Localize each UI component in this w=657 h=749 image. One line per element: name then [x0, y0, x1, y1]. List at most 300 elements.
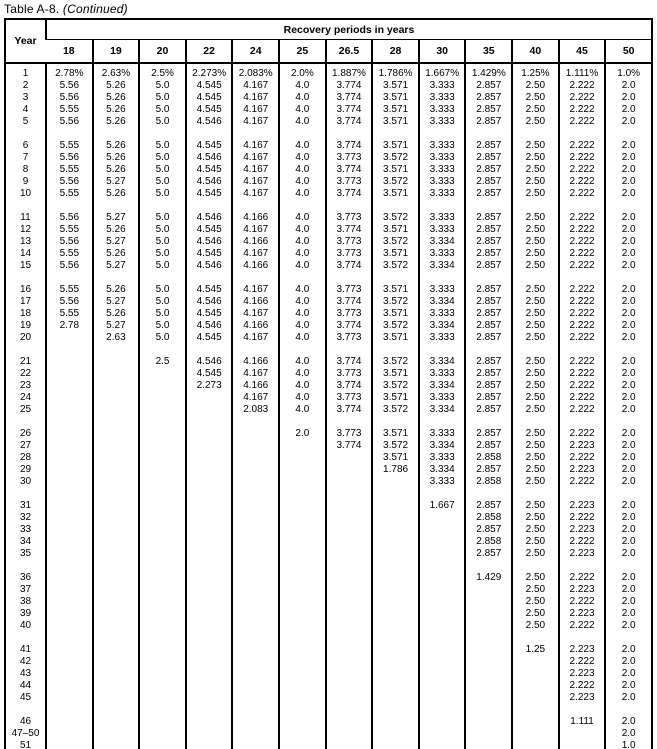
value-cell-20yr: [139, 512, 186, 524]
value-cell-24yr: [232, 572, 279, 584]
year-cell: 23: [19, 380, 32, 391]
value-cell-22yr: 4.545: [186, 224, 233, 236]
value-cell-45yr: 2.223: [559, 464, 606, 476]
value-cell-24yr: [232, 728, 279, 740]
year-column-header: Year: [5, 19, 46, 63]
value-cell-40yr: 2.50: [512, 392, 559, 404]
year-cell: 45: [19, 692, 32, 703]
value-cell-25yr: 4.0: [279, 332, 326, 344]
table-row-year-35: [5, 548, 652, 560]
table-row-year-15: [5, 260, 652, 272]
value-cell-22yr: 4.546: [186, 212, 233, 224]
value-cell-30yr: 3.334: [419, 440, 466, 452]
value-cell-22yr: [186, 620, 233, 632]
table-row-year-3: [5, 92, 652, 104]
value-cell-20yr: [139, 524, 186, 536]
value-cell-22yr: [186, 584, 233, 596]
value-cell-50yr: 1.0: [605, 740, 652, 749]
value-cell-24yr: [232, 452, 279, 464]
value-cell-24yr: [232, 428, 279, 440]
value-cell-25yr: [279, 524, 326, 536]
value-cell-50yr: 2.0: [605, 680, 652, 692]
value-cell-18yr: [46, 392, 93, 404]
value-cell-20yr: [139, 392, 186, 404]
value-cell-18yr: 5.56: [46, 176, 93, 188]
recovery-periods-group-header: Recovery periods in years: [46, 19, 652, 40]
value-cell-50yr: 2.0: [605, 728, 652, 740]
value-cell-19yr: 5.27: [93, 176, 140, 188]
value-cell-40yr: 2.50: [512, 92, 559, 104]
year-cell: 28: [19, 452, 32, 463]
value-cell-24yr: 4.166: [232, 236, 279, 248]
value-cell-18yr: [46, 680, 93, 692]
table-row-year-41: [5, 644, 652, 656]
value-cell-30yr: 3.333: [419, 476, 466, 488]
value-cell-24yr: 4.167: [232, 104, 279, 116]
value-cell-26.5yr: 3.774: [326, 260, 373, 272]
value-cell-28yr: 3.571: [372, 188, 419, 200]
value-cell-35yr: 2.857: [465, 284, 512, 296]
value-cell-45yr: 2.223: [559, 584, 606, 596]
value-cell-20yr: [139, 440, 186, 452]
value-cell-25yr: 4.0: [279, 188, 326, 200]
value-cell-26.5yr: [326, 584, 373, 596]
value-cell-25yr: [279, 644, 326, 656]
table-row-year-19: [5, 320, 652, 332]
value-cell-28yr: 3.571: [372, 452, 419, 464]
value-cell-24yr: [232, 440, 279, 452]
value-cell-22yr: 4.546: [186, 296, 233, 308]
value-cell-25yr: [279, 608, 326, 620]
value-cell-45yr: 2.222: [559, 680, 606, 692]
value-cell-28yr: 3.572: [372, 260, 419, 272]
value-cell-24yr: [232, 668, 279, 680]
value-cell-50yr: 2.0: [605, 452, 652, 464]
value-cell-18yr: 5.56: [46, 212, 93, 224]
value-cell-30yr: [419, 644, 466, 656]
value-cell-40yr: 1.25%: [512, 63, 559, 80]
value-cell-28yr: 3.571: [372, 92, 419, 104]
value-cell-19yr: [93, 452, 140, 464]
value-cell-35yr: [465, 644, 512, 656]
value-cell-22yr: [186, 428, 233, 440]
year-cell: 15: [19, 260, 32, 271]
value-cell-45yr: 2.223: [559, 500, 606, 512]
table-row-year-21: [5, 356, 652, 368]
value-cell-45yr: 2.223: [559, 440, 606, 452]
value-cell-35yr: 2.857: [465, 464, 512, 476]
value-cell-45yr: 2.222: [559, 536, 606, 548]
value-cell-40yr: 2.50: [512, 464, 559, 476]
value-cell-45yr: 2.222: [559, 80, 606, 92]
value-cell-35yr: 2.857: [465, 224, 512, 236]
value-cell-18yr: [46, 716, 93, 728]
value-cell-30yr: [419, 680, 466, 692]
value-cell-45yr: [559, 740, 606, 749]
value-cell-22yr: [186, 596, 233, 608]
value-cell-18yr: [46, 512, 93, 524]
year-cell: 24: [19, 392, 32, 403]
value-cell-19yr: [93, 620, 140, 632]
value-cell-26.5yr: [326, 716, 373, 728]
value-cell-45yr: 2.222: [559, 512, 606, 524]
value-cell-50yr: 2.0: [605, 80, 652, 92]
value-cell-35yr: [465, 620, 512, 632]
value-cell-22yr: 4.546: [186, 236, 233, 248]
value-cell-50yr: 2.0: [605, 656, 652, 668]
value-cell-26.5yr: 3.774: [326, 356, 373, 368]
value-cell-26.5yr: [326, 680, 373, 692]
year-cell: 36: [19, 572, 32, 583]
recovery-periods-table: [4, 18, 653, 749]
value-cell-18yr: 5.55: [46, 188, 93, 200]
value-cell-22yr: 4.546: [186, 320, 233, 332]
value-cell-30yr: [419, 656, 466, 668]
value-cell-35yr: [465, 668, 512, 680]
value-cell-40yr: 2.50: [512, 368, 559, 380]
column-header-19: 19: [93, 40, 140, 64]
value-cell-22yr: [186, 680, 233, 692]
value-cell-28yr: [372, 668, 419, 680]
value-cell-22yr: 4.545: [186, 248, 233, 260]
value-cell-40yr: [512, 716, 559, 728]
value-cell-40yr: 2.50: [512, 452, 559, 464]
value-cell-28yr: 3.572: [372, 236, 419, 248]
value-cell-18yr: [46, 452, 93, 464]
value-cell-50yr: 2.0: [605, 572, 652, 584]
value-cell-19yr: [93, 512, 140, 524]
value-cell-45yr: 2.222: [559, 212, 606, 224]
value-cell-24yr: 4.167: [232, 392, 279, 404]
value-cell-18yr: [46, 608, 93, 620]
value-cell-40yr: 2.50: [512, 80, 559, 92]
value-cell-24yr: 4.167: [232, 332, 279, 344]
value-cell-28yr: [372, 524, 419, 536]
value-cell-19yr: 5.26: [93, 284, 140, 296]
value-cell-40yr: [512, 740, 559, 749]
value-cell-20yr: [139, 656, 186, 668]
value-cell-40yr: 2.50: [512, 320, 559, 332]
value-cell-35yr: 2.858: [465, 512, 512, 524]
value-cell-22yr: 4.545: [186, 164, 233, 176]
value-cell-26.5yr: 3.774: [326, 320, 373, 332]
value-cell-18yr: 2.78%: [46, 63, 93, 80]
table-row-year-25: [5, 404, 652, 416]
value-cell-26.5yr: [326, 500, 373, 512]
recovery-period-columns-row: [5, 40, 652, 64]
value-cell-25yr: [279, 584, 326, 596]
table-row-year-1: [5, 63, 652, 80]
table-row-year-44: [5, 680, 652, 692]
table-title-prefix: Table A-8.: [4, 2, 60, 16]
value-cell-25yr: [279, 656, 326, 668]
value-cell-28yr: 3.571: [372, 224, 419, 236]
value-cell-35yr: 2.857: [465, 308, 512, 320]
value-cell-19yr: [93, 728, 140, 740]
value-cell-18yr: [46, 380, 93, 392]
value-cell-19yr: [93, 464, 140, 476]
value-cell-19yr: 5.27: [93, 212, 140, 224]
value-cell-35yr: 2.857: [465, 248, 512, 260]
group-spacer-row: [5, 200, 652, 212]
value-cell-28yr: [372, 500, 419, 512]
value-cell-24yr: [232, 524, 279, 536]
value-cell-20yr: [139, 548, 186, 560]
value-cell-50yr: 2.0: [605, 440, 652, 452]
value-cell-28yr: [372, 680, 419, 692]
column-header-28: 28: [372, 40, 419, 64]
value-cell-20yr: [139, 500, 186, 512]
year-cell: 9: [22, 176, 29, 187]
value-cell-25yr: [279, 476, 326, 488]
value-cell-40yr: 2.50: [512, 212, 559, 224]
value-cell-30yr: [419, 596, 466, 608]
value-cell-35yr: 2.857: [465, 428, 512, 440]
column-header-50: 50: [605, 40, 652, 64]
value-cell-40yr: 2.50: [512, 380, 559, 392]
value-cell-19yr: [93, 644, 140, 656]
value-cell-40yr: 2.50: [512, 584, 559, 596]
year-cell: 4: [22, 104, 29, 115]
table-row-year-24: [5, 392, 652, 404]
value-cell-18yr: [46, 536, 93, 548]
value-cell-40yr: 1.25: [512, 644, 559, 656]
value-cell-35yr: 2.857: [465, 368, 512, 380]
value-cell-22yr: [186, 476, 233, 488]
value-cell-28yr: [372, 584, 419, 596]
value-cell-45yr: 2.222: [559, 104, 606, 116]
value-cell-24yr: [232, 608, 279, 620]
value-cell-20yr: [139, 572, 186, 584]
value-cell-20yr: [139, 596, 186, 608]
value-cell-45yr: 2.222: [559, 620, 606, 632]
column-header-22: 22: [186, 40, 233, 64]
value-cell-28yr: [372, 536, 419, 548]
value-cell-22yr: [186, 392, 233, 404]
group-spacer-row: [5, 560, 652, 572]
table-row-year-20: [5, 332, 652, 344]
value-cell-25yr: 4.0: [279, 236, 326, 248]
value-cell-50yr: 2.0: [605, 248, 652, 260]
value-cell-45yr: 2.222: [559, 572, 606, 584]
value-cell-45yr: 2.222: [559, 176, 606, 188]
value-cell-50yr: 2.0: [605, 104, 652, 116]
value-cell-28yr: 3.572: [372, 296, 419, 308]
value-cell-24yr: 4.167: [232, 80, 279, 92]
year-cell: 21: [19, 356, 32, 367]
value-cell-19yr: [93, 368, 140, 380]
value-cell-20yr: [139, 380, 186, 392]
value-cell-28yr: 3.571: [372, 116, 419, 128]
year-cell: 12: [19, 224, 32, 235]
value-cell-18yr: 2.78: [46, 320, 93, 332]
value-cell-20yr: [139, 728, 186, 740]
value-cell-28yr: [372, 656, 419, 668]
value-cell-50yr: 2.0: [605, 548, 652, 560]
year-cell: 2: [22, 80, 29, 91]
value-cell-30yr: 3.333: [419, 452, 466, 464]
value-cell-50yr: 2.0: [605, 380, 652, 392]
value-cell-50yr: 2.0: [605, 140, 652, 152]
value-cell-24yr: 4.167: [232, 284, 279, 296]
value-cell-40yr: 2.50: [512, 620, 559, 632]
table-row-year-4: [5, 104, 652, 116]
year-cell: 16: [19, 284, 32, 295]
value-cell-25yr: [279, 536, 326, 548]
value-cell-24yr: 4.166: [232, 320, 279, 332]
value-cell-26.5yr: [326, 464, 373, 476]
value-cell-26.5yr: 3.774: [326, 380, 373, 392]
table-row-year-51: [5, 740, 652, 749]
value-cell-25yr: [279, 596, 326, 608]
value-cell-50yr: 2.0: [605, 428, 652, 440]
value-cell-24yr: [232, 500, 279, 512]
value-cell-22yr: [186, 464, 233, 476]
value-cell-24yr: 4.166: [232, 356, 279, 368]
value-cell-18yr: [46, 620, 93, 632]
value-cell-18yr: 5.56: [46, 92, 93, 104]
value-cell-19yr: [93, 476, 140, 488]
year-cell: 51: [19, 740, 32, 749]
value-cell-50yr: 2.0: [605, 512, 652, 524]
value-cell-40yr: 2.50: [512, 608, 559, 620]
year-cell: 42: [19, 656, 32, 667]
value-cell-30yr: 3.333: [419, 368, 466, 380]
value-cell-19yr: [93, 680, 140, 692]
value-cell-19yr: [93, 596, 140, 608]
value-cell-40yr: 2.50: [512, 188, 559, 200]
value-cell-45yr: 2.222: [559, 92, 606, 104]
value-cell-40yr: 2.50: [512, 476, 559, 488]
value-cell-28yr: 3.571: [372, 104, 419, 116]
value-cell-22yr: 4.546: [186, 356, 233, 368]
value-cell-20yr: [139, 428, 186, 440]
table-row-year-23: [5, 380, 652, 392]
value-cell-50yr: 2.0: [605, 92, 652, 104]
value-cell-50yr: 2.0: [605, 596, 652, 608]
value-cell-19yr: [93, 380, 140, 392]
value-cell-50yr: 2.0: [605, 404, 652, 416]
value-cell-25yr: 4.0: [279, 248, 326, 260]
table-row-year-29: [5, 464, 652, 476]
value-cell-18yr: [46, 464, 93, 476]
value-cell-19yr: [93, 548, 140, 560]
value-cell-45yr: 2.222: [559, 368, 606, 380]
value-cell-18yr: [46, 584, 93, 596]
value-cell-22yr: 4.545: [186, 308, 233, 320]
value-cell-40yr: 2.50: [512, 536, 559, 548]
group-spacer-row: [5, 488, 652, 500]
year-cell: 31: [19, 500, 32, 511]
value-cell-18yr: [46, 524, 93, 536]
value-cell-40yr: [512, 680, 559, 692]
value-cell-26.5yr: [326, 692, 373, 704]
value-cell-45yr: 2.222: [559, 188, 606, 200]
value-cell-19yr: 5.26: [93, 248, 140, 260]
value-cell-45yr: 2.223: [559, 644, 606, 656]
column-header-26.5: 26.5: [326, 40, 373, 64]
value-cell-50yr: 2.0: [605, 368, 652, 380]
value-cell-30yr: 3.333: [419, 188, 466, 200]
value-cell-26.5yr: [326, 596, 373, 608]
value-cell-25yr: 4.0: [279, 164, 326, 176]
table-row-year-7: [5, 152, 652, 164]
value-cell-28yr: 3.571: [372, 80, 419, 92]
value-cell-22yr: [186, 548, 233, 560]
value-cell-50yr: 2.0: [605, 260, 652, 272]
value-cell-50yr: 2.0: [605, 620, 652, 632]
value-cell-20yr: [139, 644, 186, 656]
table-row-year-8: [5, 164, 652, 176]
value-cell-45yr: 2.222: [559, 428, 606, 440]
value-cell-18yr: [46, 656, 93, 668]
value-cell-30yr: [419, 728, 466, 740]
year-cell: 44: [19, 680, 32, 691]
value-cell-18yr: [46, 356, 93, 368]
table-row-year-10: [5, 188, 652, 200]
value-cell-28yr: 3.572: [372, 380, 419, 392]
value-cell-25yr: [279, 740, 326, 749]
table-row-year-43: [5, 668, 652, 680]
value-cell-19yr: 5.26: [93, 140, 140, 152]
value-cell-28yr: [372, 728, 419, 740]
value-cell-18yr: 5.55: [46, 164, 93, 176]
value-cell-30yr: 3.333: [419, 428, 466, 440]
value-cell-19yr: [93, 740, 140, 749]
value-cell-30yr: 3.333: [419, 248, 466, 260]
value-cell-22yr: 4.545: [186, 92, 233, 104]
value-cell-22yr: [186, 512, 233, 524]
value-cell-40yr: 2.50: [512, 236, 559, 248]
value-cell-50yr: 2.0: [605, 584, 652, 596]
value-cell-45yr: 2.222: [559, 260, 606, 272]
year-cell: 46: [19, 716, 32, 727]
year-cell: 27: [19, 440, 32, 451]
value-cell-19yr: [93, 404, 140, 416]
value-cell-26.5yr: 3.773: [326, 308, 373, 320]
value-cell-28yr: 3.571: [372, 332, 419, 344]
value-cell-26.5yr: [326, 572, 373, 584]
value-cell-50yr: 2.0: [605, 164, 652, 176]
value-cell-22yr: 4.546: [186, 116, 233, 128]
value-cell-20yr: 5.0: [139, 320, 186, 332]
value-cell-35yr: 2.857: [465, 176, 512, 188]
year-cell: 8: [22, 164, 29, 175]
value-cell-25yr: [279, 728, 326, 740]
value-cell-19yr: [93, 500, 140, 512]
value-cell-25yr: 2.0%: [279, 63, 326, 80]
value-cell-50yr: 2.0: [605, 464, 652, 476]
value-cell-45yr: 2.223: [559, 668, 606, 680]
value-cell-35yr: 2.857: [465, 440, 512, 452]
value-cell-25yr: 4.0: [279, 308, 326, 320]
value-cell-20yr: [139, 668, 186, 680]
value-cell-45yr: 2.222: [559, 164, 606, 176]
value-cell-30yr: 3.333: [419, 176, 466, 188]
value-cell-18yr: 5.55: [46, 248, 93, 260]
value-cell-35yr: 2.857: [465, 356, 512, 368]
value-cell-30yr: 3.333: [419, 392, 466, 404]
value-cell-25yr: [279, 440, 326, 452]
table-row-year-37: [5, 584, 652, 596]
value-cell-35yr: [465, 692, 512, 704]
year-cell: 3: [22, 92, 29, 103]
value-cell-20yr: [139, 620, 186, 632]
value-cell-26.5yr: [326, 740, 373, 749]
value-cell-30yr: 3.333: [419, 116, 466, 128]
value-cell-18yr: 5.55: [46, 284, 93, 296]
value-cell-30yr: 3.334: [419, 236, 466, 248]
